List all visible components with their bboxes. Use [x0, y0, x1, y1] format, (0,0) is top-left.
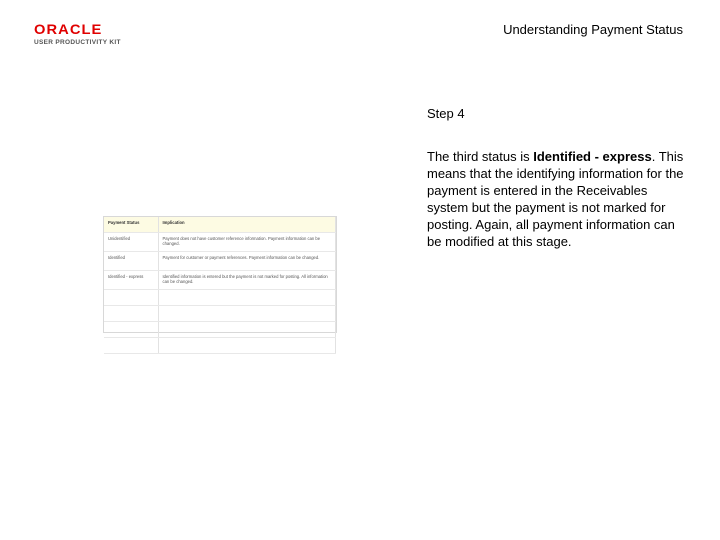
payment-status-table-thumbnail	[103, 216, 337, 333]
description-prefix: The third status is	[427, 149, 534, 164]
logo-wordmark: ORACLE	[34, 21, 103, 37]
oracle-upk-logo	[34, 22, 134, 48]
table-header-row	[104, 217, 336, 233]
table-row-empty	[104, 290, 336, 306]
payment-status-table	[104, 217, 336, 354]
cell-status: Identified	[104, 252, 158, 271]
table-row	[104, 271, 336, 290]
cell-status: Identified - express	[104, 271, 158, 290]
cell-implication: Payment for customer or payment references. Payment information can be changed.	[158, 252, 336, 271]
cell-status: Unidentified	[104, 233, 158, 252]
table-row-empty	[104, 338, 336, 354]
status-emphasis: Identified - express	[533, 149, 652, 164]
step-label: Step 4	[427, 106, 465, 121]
cell-implication: Payment does not have customer reference information. Payment information can be changed.	[158, 233, 336, 252]
table-row-empty	[104, 322, 336, 338]
table-row-empty	[104, 306, 336, 322]
table-row	[104, 233, 336, 252]
description-suffix: . This means that the identifying information for the payment is entered in the Receivables system but the payment is not marked for posting. Again, all payment information can be modified at this stage.	[427, 149, 684, 249]
column-header-implication: Implication	[158, 217, 336, 233]
step-description	[427, 148, 687, 250]
cell-implication: Identified information is entered but the payment is not marked for posting. All information can be changed.	[158, 271, 336, 290]
column-header-status: Payment Status	[104, 217, 158, 233]
page-title: Understanding Payment Status	[503, 22, 683, 37]
table-row	[104, 252, 336, 271]
logo-subtitle: USER PRODUCTIVITY KIT	[34, 39, 121, 46]
